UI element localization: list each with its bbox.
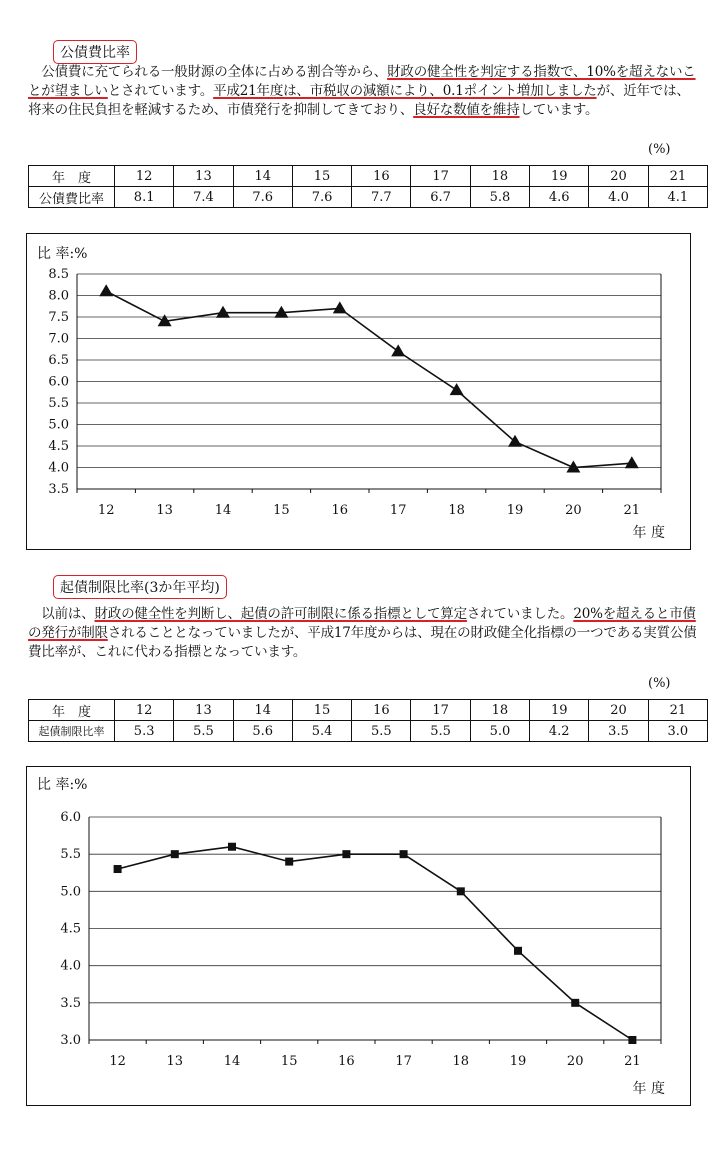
table-value-cell: 5.5 — [411, 721, 470, 742]
y-axis-label: 比 率:% — [37, 777, 88, 793]
x-tick-label: 18 — [448, 503, 465, 518]
data-point-marker — [285, 858, 293, 866]
section2-table — [28, 699, 708, 742]
y-tick-label: 7.0 — [48, 331, 69, 347]
table-value-cell: 7.6 — [233, 187, 292, 208]
underlined-text: 20%を超えると市債の発行が制限 — [28, 606, 696, 641]
table-value-cell: 4.0 — [589, 187, 648, 208]
data-point-marker — [114, 865, 122, 873]
table-year-cell: 21 — [648, 166, 707, 187]
table-value-cell: 5.0 — [470, 721, 529, 742]
x-axis-label: 年 度 — [632, 525, 665, 541]
x-tick-label: 12 — [109, 1054, 126, 1069]
table-year-cell: 21 — [648, 700, 707, 721]
table-row-label: 公債費比率 — [29, 187, 115, 208]
y-tick-label: 8.0 — [48, 288, 69, 304]
table-value-cell: 3.0 — [648, 721, 707, 742]
table-year-label: 年 度 — [29, 166, 115, 187]
y-tick-label: 5.5 — [48, 396, 69, 411]
paragraph-text: 公債費に充てられる一般財源の全体に占める割合等から、 — [28, 64, 388, 80]
section2-heading: 起債制限比率(3か年平均) — [53, 575, 227, 599]
y-tick-label: 8.5 — [48, 267, 69, 282]
table-value-cell: 8.1 — [115, 187, 174, 208]
x-tick-label: 14 — [214, 503, 232, 518]
section1-unit: (%) — [648, 142, 671, 157]
table-value-cell: 5.6 — [233, 721, 292, 742]
table-value-cell: 7.6 — [292, 187, 351, 208]
data-point-marker — [450, 383, 464, 395]
table-year-cell: 17 — [411, 166, 470, 187]
data-point-marker — [342, 850, 350, 858]
y-tick-label: 6.0 — [48, 374, 69, 390]
paragraph-text: されることとなっていましたが、平成17年度からは、現在の財政健全化指標の一つである実質公債費比率が、これに代わる指標となっています。 — [28, 625, 697, 660]
x-tick-label: 20 — [566, 1054, 584, 1069]
table-row — [29, 721, 708, 742]
table-value-cell: 5.3 — [115, 721, 174, 742]
paragraph-text: されていました。 — [466, 606, 574, 622]
table-value-cell: 7.4 — [174, 187, 233, 208]
table-year-cell: 12 — [115, 166, 174, 187]
y-tick-label: 4.0 — [48, 460, 69, 476]
table-year-cell: 13 — [174, 166, 233, 187]
series-line — [118, 847, 633, 1040]
table-year-cell: 18 — [470, 166, 529, 187]
y-tick-label: 5.0 — [60, 884, 81, 900]
table-value-cell: 5.5 — [174, 721, 233, 742]
x-tick-label: 21 — [623, 503, 641, 518]
table-year-cell: 16 — [352, 700, 411, 721]
table-year-cell: 15 — [292, 700, 351, 721]
chart-bond-restriction-ratio-svg — [27, 767, 690, 1105]
y-tick-label: 5.0 — [48, 417, 69, 433]
x-tick-label: 13 — [166, 1054, 184, 1069]
chart-debt-service-ratio — [26, 233, 691, 550]
table-year-cell: 17 — [411, 700, 470, 721]
x-tick-label: 19 — [506, 503, 524, 518]
section2-paragraph — [28, 605, 698, 662]
x-tick-label: 15 — [280, 1054, 298, 1069]
table-year-cell: 12 — [115, 700, 174, 721]
section2-unit: (%) — [648, 676, 671, 691]
y-tick-label: 6.0 — [60, 810, 81, 825]
table-value-cell: 5.5 — [352, 721, 411, 742]
data-point-marker — [333, 301, 347, 313]
table-year-cell: 14 — [233, 166, 292, 187]
x-tick-label: 15 — [273, 503, 290, 518]
table-year-cell: 18 — [470, 700, 529, 721]
table-header-row — [29, 700, 708, 721]
data-point-marker — [171, 850, 179, 858]
data-point-marker — [216, 306, 230, 318]
y-tick-label: 4.5 — [48, 439, 69, 454]
y-tick-label: 3.5 — [60, 995, 81, 1011]
y-tick-label: 3.5 — [48, 482, 69, 497]
paragraph-text: 以前は、 — [28, 606, 95, 622]
x-tick-label: 16 — [331, 503, 349, 518]
table-value-cell: 4.1 — [648, 187, 707, 208]
table-row — [29, 187, 708, 208]
table-row-label: 起債制限比率 — [29, 721, 115, 742]
table-year-cell: 16 — [352, 166, 411, 187]
paragraph-text: しています。 — [519, 102, 599, 118]
x-tick-label: 17 — [395, 1054, 412, 1069]
x-tick-label: 14 — [223, 1054, 241, 1069]
table-value-cell: 6.7 — [411, 187, 470, 208]
table-year-cell: 15 — [292, 166, 351, 187]
x-tick-label: 18 — [452, 1054, 470, 1069]
data-point-marker — [514, 947, 522, 955]
chart-debt-service-ratio-svg — [27, 234, 690, 549]
data-point-marker — [571, 999, 579, 1007]
y-tick-label: 6.5 — [48, 353, 69, 368]
data-point-marker — [625, 456, 639, 468]
x-tick-label: 17 — [389, 503, 407, 518]
table-year-label: 年 度 — [29, 700, 115, 721]
chart-bond-restriction-ratio — [26, 766, 691, 1106]
table-value-cell: 5.8 — [470, 187, 529, 208]
data-point-marker — [628, 1036, 636, 1044]
x-tick-label: 12 — [97, 503, 115, 518]
y-tick-label: 7.5 — [48, 310, 69, 325]
table-year-cell: 20 — [589, 166, 648, 187]
y-tick-label: 4.5 — [60, 921, 81, 937]
y-axis-label: 比 率:% — [37, 246, 88, 262]
section1-table — [28, 165, 708, 208]
paragraph-text: とされています。 — [107, 83, 214, 99]
series-line — [106, 291, 632, 467]
table-value-cell: 4.6 — [530, 187, 589, 208]
data-point-marker — [228, 843, 236, 851]
x-tick-label: 20 — [565, 503, 582, 518]
x-tick-label: 13 — [156, 503, 173, 518]
table-year-cell: 19 — [530, 700, 589, 721]
data-point-marker — [457, 887, 465, 895]
y-tick-label: 3.0 — [60, 1033, 81, 1048]
table-year-cell: 19 — [530, 166, 589, 187]
table-year-cell: 20 — [589, 700, 648, 721]
section1-paragraph — [28, 63, 698, 120]
table-value-cell: 3.5 — [589, 721, 648, 742]
y-tick-label: 4.0 — [60, 958, 81, 974]
x-tick-label: 19 — [509, 1054, 527, 1069]
data-point-marker — [99, 284, 113, 296]
underlined-text: 平成21年度は、市税収の減額により、0.1ポイント増加しました — [213, 83, 597, 99]
paragraph-text: が、近年では、将来の住民負担を軽減するため、市債発行を抑制してきており、 — [28, 83, 690, 118]
data-point-marker — [391, 344, 405, 356]
table-value-cell: 5.4 — [292, 721, 351, 742]
x-axis-label: 年 度 — [632, 1081, 665, 1097]
table-header-row — [29, 166, 708, 187]
table-year-cell: 13 — [174, 700, 233, 721]
section1-heading: 公債費比率 — [53, 40, 137, 64]
data-point-marker — [400, 850, 408, 858]
underlined-text: 良好な数値を維持 — [413, 102, 520, 118]
y-tick-label: 5.5 — [60, 847, 81, 863]
underlined-text: 財政の健全性を判断し、起債の許可制限に係る指標として算定 — [94, 606, 467, 622]
table-value-cell: 7.7 — [352, 187, 411, 208]
x-tick-label: 21 — [624, 1054, 641, 1069]
table-year-cell: 14 — [233, 700, 292, 721]
underlined-text: 財政の健全性を判定する指数で、10%を超えないことが望ましい — [28, 64, 696, 99]
x-tick-label: 16 — [338, 1054, 355, 1069]
table-value-cell: 4.2 — [530, 721, 589, 742]
